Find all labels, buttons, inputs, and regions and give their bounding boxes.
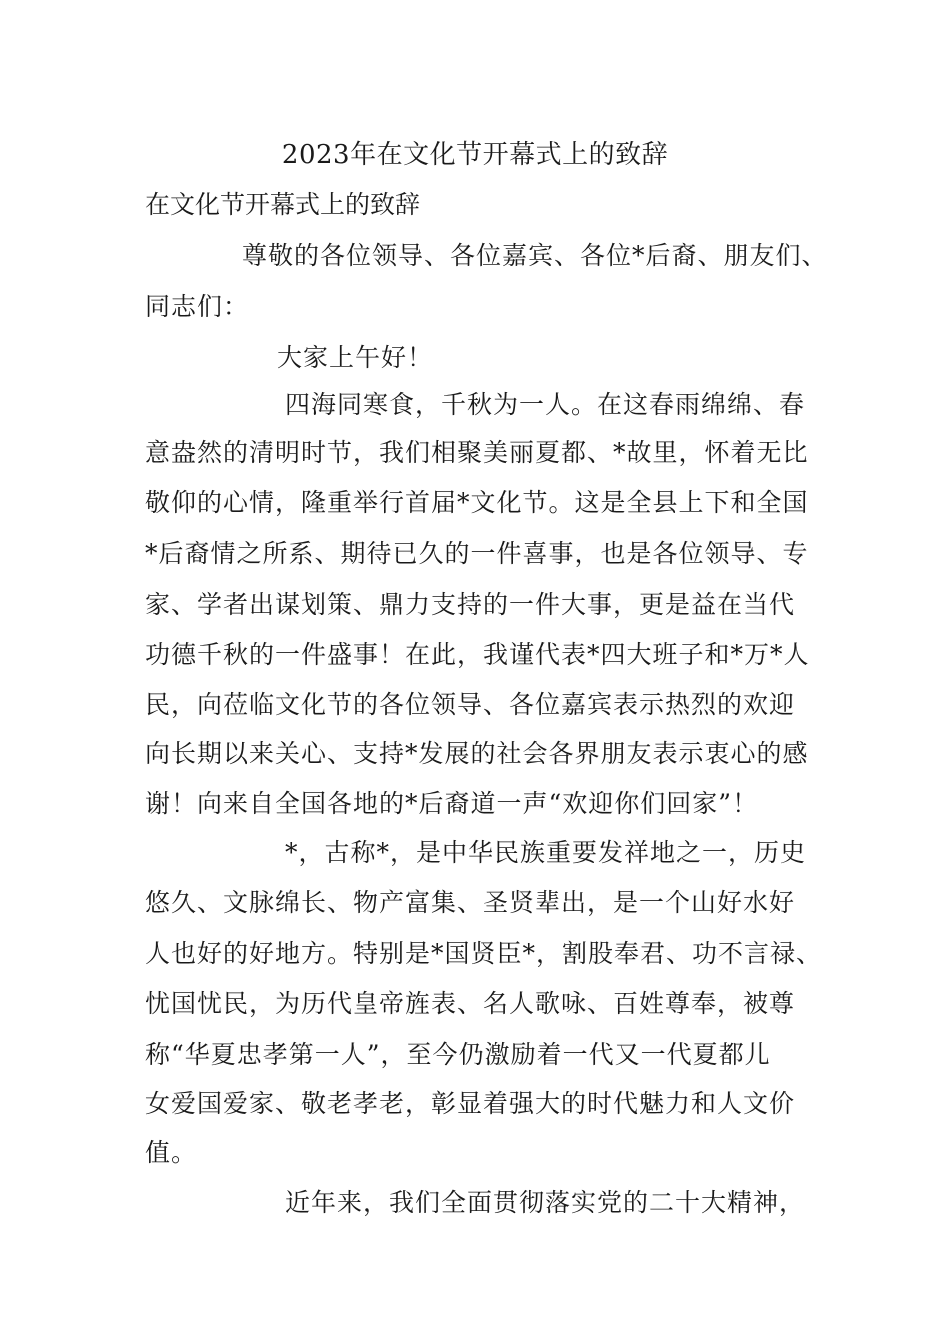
paragraph-line: 谢！向来自全国各地的*后裔道一声“欢迎你们回家”！ [145,789,759,818]
document-title: 2023年在文化节开幕式上的致辞 [281,140,669,170]
paragraph-line: 家、学者出谋划策、鼎力支持的一件大事，更是益在当代 [145,590,796,619]
paragraph-line: 功德千秋的一件盛事！在此，我谨代表*四大班子和*万*人 [145,640,810,669]
paragraph-line: 近年来，我们全面贯彻落实党的二十大精神， [285,1188,806,1217]
paragraph-line: 值。 [145,1138,198,1167]
paragraph-line: 民，向莅临文化节的各位领导、各位嘉宾表示热烈的欢迎 [145,690,796,719]
paragraph-line: 同志们： [145,292,250,321]
paragraph-line: 人也好的好地方。特别是*国贤臣*，割股奉君、功不言禄、 [145,939,823,968]
paragraph-line: 向长期以来关心、支持*发展的社会各界朋友表示衷心的感 [145,739,809,768]
paragraph-line: *后裔情之所系、期待已久的一件喜事，也是各位领导、专 [145,539,809,568]
paragraph-line: 女爱国爱家、敬老孝老，彰显着强大的时代魅力和人文价 [145,1089,796,1118]
paragraph-line: 敬仰的心情，隆重举行首届*文化节。这是全县上下和全国 [145,488,809,517]
paragraph-line: 称“华夏忠孝第一人”，至今仍激励着一代又一代夏都儿 [145,1040,771,1069]
paragraph-line: 尊敬的各位领导、各位嘉宾、各位*后裔、朋友们、 [242,241,828,270]
paragraph-line: *，古称*，是中华民族重要发祥地之一，历史 [285,838,807,867]
paragraph-line: 忧国忧民，为历代皇帝旌表、名人歌咏、百姓尊奉，被尊 [145,989,796,1018]
paragraph-line: 悠久、文脉绵长、物产富集、圣贤辈出，是一个山好水好 [145,888,796,917]
document-subtitle: 在文化节开幕式上的致辞 [145,190,421,219]
paragraph-line: 意盎然的清明时节，我们相聚美丽夏都、*故里，怀着无比 [145,438,809,467]
paragraph-line: 大家上午好！ [277,343,434,372]
paragraph-line: 四海同寒食，千秋为一人。在这春雨绵绵、春 [285,390,806,419]
